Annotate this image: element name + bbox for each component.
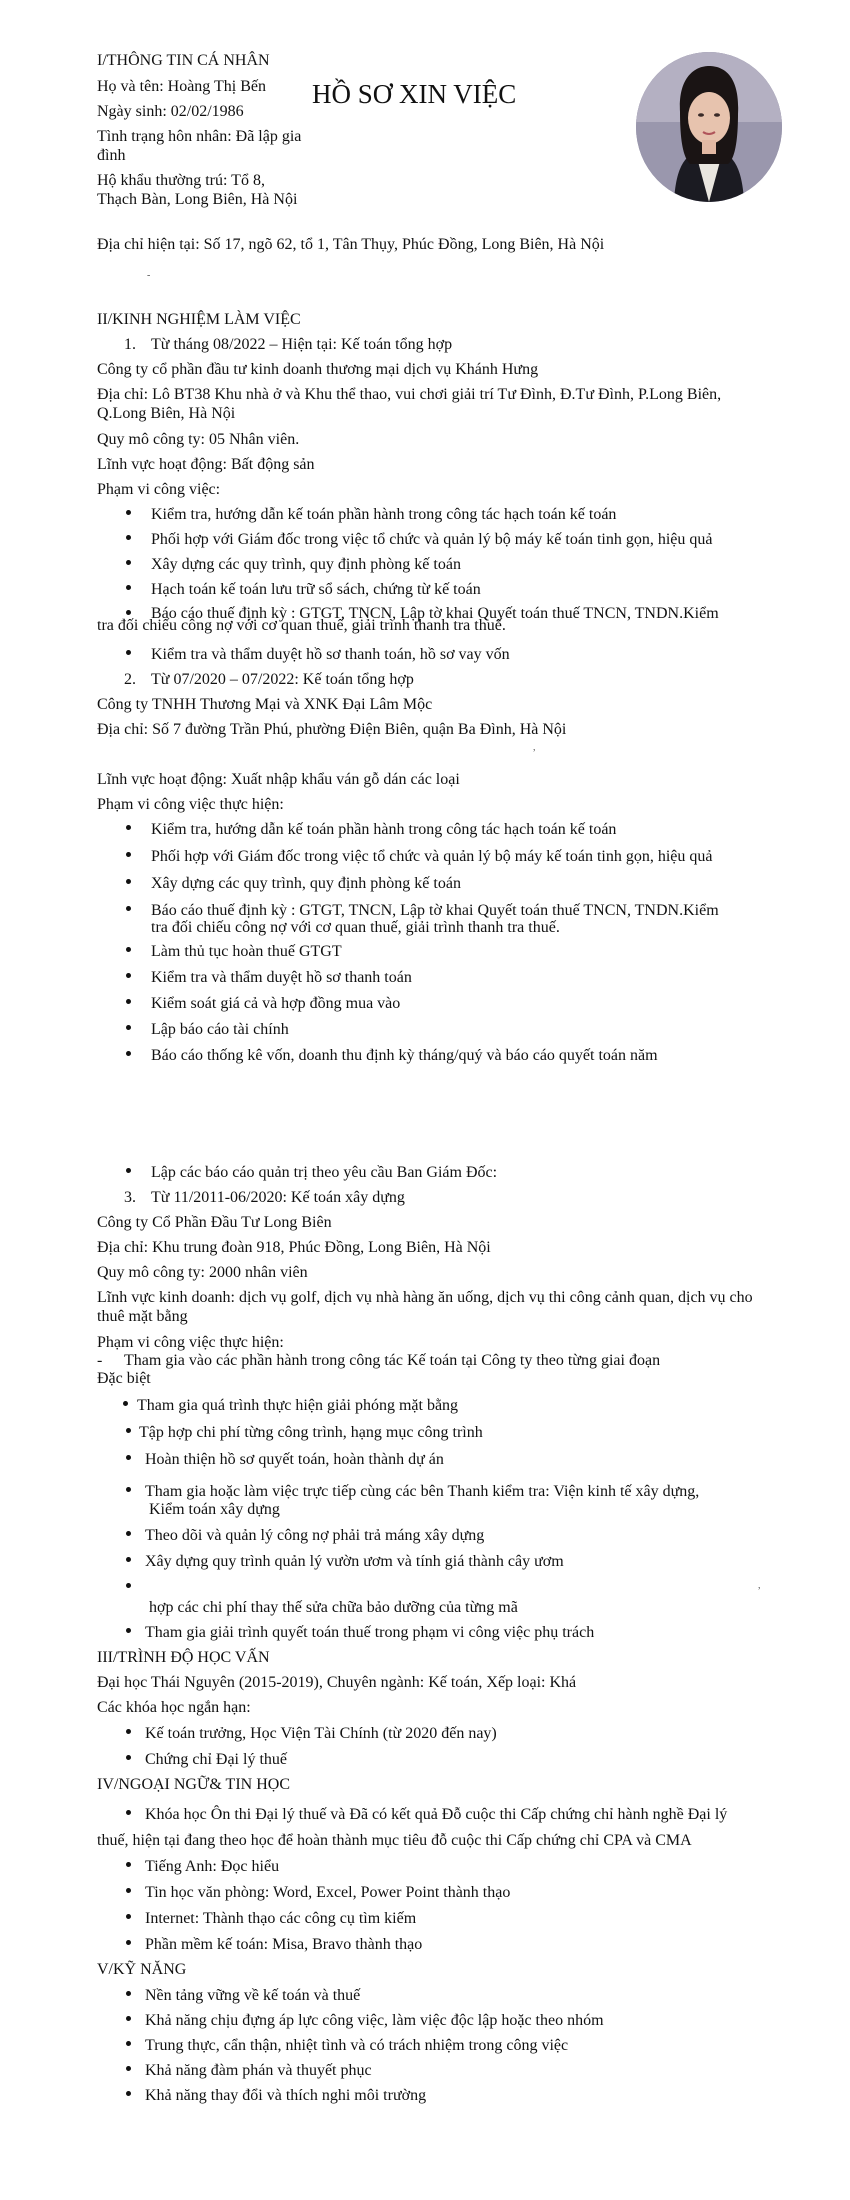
bullet xyxy=(126,535,131,540)
list-item: Tiếng Anh: Đọc hiểu xyxy=(145,1858,280,1875)
list-item: Báo cáo thuế định kỳ : GTGT, TNCN, Lập tờ khai Quyết toán thuế TNCN, TNDN.Kiểm xyxy=(151,605,719,622)
list-item: Phối hợp với Giám đốc trong việc tổ chức và quản lý bộ máy kế toán tinh gọn, hiệu quả xyxy=(151,848,713,865)
languages-course-line2: thuế, hiện tại đang theo học để hoàn thành mục tiêu đỗ cuộc thi Cấp chứng chỉ CPA và CMA xyxy=(97,1832,692,1849)
list-item: Hoàn thiện hồ sơ quyết toán, hoàn thành dự án xyxy=(145,1451,444,1468)
bullet xyxy=(126,1940,131,1945)
list-item: Theo dõi và quản lý công nợ phải trả máng xây dựng xyxy=(145,1527,485,1544)
job3-address: Địa chỉ: Khu trung đoàn 918, Phúc Đồng, Long Biên, Hà Nội xyxy=(97,1239,491,1256)
job3-dash: - xyxy=(97,1352,103,1369)
bullet xyxy=(126,1729,131,1734)
list-item: Khả năng chịu đựng áp lực công việc, làm việc độc lập hoặc theo nhóm xyxy=(145,2012,604,2029)
bullet xyxy=(126,1455,131,1460)
bullet xyxy=(126,2066,131,2071)
personal-dob: Ngày sinh: 02/02/1986 xyxy=(97,103,244,120)
job3-special: Đặc biệt xyxy=(97,1370,151,1387)
list-item: Kế toán trưởng, Học Viện Tài Chính (từ 2020 đến nay) xyxy=(145,1725,497,1742)
bullet xyxy=(126,1914,131,1919)
stray-mark: , xyxy=(533,742,536,753)
bullet xyxy=(126,2016,131,2021)
list-item: Nền tảng vững về kế toán và thuế xyxy=(145,1987,361,2004)
list-item: Phần mềm kế toán: Misa, Bravo thành thạo xyxy=(145,1936,423,1953)
bullet xyxy=(126,1557,131,1562)
job3-number: 3. xyxy=(124,1189,136,1206)
bullet xyxy=(126,1628,131,1633)
list-item: Khả năng đàm phán và thuyết phục xyxy=(145,2062,372,2079)
list-item: Trung thực, cẩn thận, nhiệt tình và có trách nhiệm trong công việc xyxy=(145,2037,569,2054)
job1-field: Lĩnh vực hoạt động: Bất động sản xyxy=(97,456,315,473)
bullet xyxy=(126,947,131,952)
job3-scope: Phạm vi công việc thực hiện: xyxy=(97,1334,284,1351)
job1-size: Quy mô công ty: 05 Nhân viên. xyxy=(97,431,300,448)
list-item: Xây dựng các quy trình, quy định phòng kế toán xyxy=(151,556,461,573)
list-item-continuation: Kiểm toán xây dựng xyxy=(149,1501,280,1518)
section-heading-experience: II/KINH NGHIỆM LÀM VIỆC xyxy=(97,311,301,328)
list-item: Lập báo cáo tài chính xyxy=(151,1021,289,1038)
list-item: Báo cáo thống kê vốn, doanh thu định kỳ tháng/quý và báo cáo quyết toán năm xyxy=(151,1047,658,1064)
list-item: Tham gia quá trình thực hiện giải phóng mặt bằng xyxy=(137,1397,459,1414)
section-heading-languages: IV/NGOẠI NGỮ& TIN HỌC xyxy=(97,1776,290,1793)
bullet xyxy=(126,906,131,911)
bullet xyxy=(126,1862,131,1867)
list-item: Xây dựng quy trình quản lý vườn ươm và tính giá thành cây ươm xyxy=(145,1553,564,1570)
languages-course-line1: Khóa học Ôn thi Đại lý thuế và Đã có kết quả Đỗ cuộc thi Cấp chứng chỉ hành nghề Đại lý xyxy=(145,1806,728,1823)
bullet xyxy=(126,610,131,615)
list-item: Khả năng thay đổi và thích nghi môi trường xyxy=(145,2087,427,2104)
bullet xyxy=(126,2041,131,2046)
stray-mark: - xyxy=(147,270,151,281)
page-title: HỒ SƠ XIN VIỆC xyxy=(312,79,517,109)
personal-name: Họ và tên: Hoàng Thị Bến xyxy=(97,78,267,95)
job1-scope: Phạm vi công việc: xyxy=(97,481,221,498)
bullet xyxy=(126,560,131,565)
section-heading-personal: I/THÔNG TIN CÁ NHÂN xyxy=(97,52,270,69)
list-item-continuation: tra đối chiếu công nợ với cơ quan thuế, giải trình thanh tra thuế. xyxy=(151,919,560,936)
job2-company: Công ty TNHH Thương Mại và XNK Đại Lâm Mộc xyxy=(97,696,433,713)
list-item: Kiểm tra, hướng dẫn kế toán phần hành trong công tác hạch toán kế toán xyxy=(151,506,617,523)
list-item: Báo cáo thuế định kỳ : GTGT, TNCN, Lập tờ khai Quyết toán thuế TNCN, TNDN.Kiểm xyxy=(151,902,719,919)
bullet xyxy=(126,1487,131,1492)
bullet xyxy=(126,1583,131,1588)
list-item: Hạch toán kế toán lưu trữ sổ sách, chứng từ kế toán xyxy=(151,581,481,598)
job2-period: Từ 07/2020 – 07/2022: Kế toán tổng hợp xyxy=(151,671,414,688)
list-item: Lập các báo cáo quản trị theo yêu cầu Ban Giám Đốc: xyxy=(151,1164,498,1181)
list-item-continuation: hợp các chi phí thay thế sửa chữa bảo dưỡng của từng mã xyxy=(149,1599,518,1616)
job2-number: 2. xyxy=(124,671,136,688)
bullet xyxy=(126,2091,131,2096)
list-item: Tham gia giải trình quyết toán thuế trong phạm vi công việc phụ trách xyxy=(145,1624,595,1641)
list-item: Kiểm soát giá cả và hợp đồng mua vào xyxy=(151,995,401,1012)
personal-address: Địa chỉ hiện tại: Số 17, ngõ 62, tổ 1, Tân Thụy, Phúc Đồng, Long Biên, Hà Nội xyxy=(97,236,605,253)
bullet xyxy=(126,585,131,590)
job3-size: Quy mô công ty: 2000 nhân viên xyxy=(97,1264,308,1281)
list-item: Tập hợp chi phí từng công trình, hạng mục công trình xyxy=(139,1424,483,1441)
list-item: Kiểm tra, hướng dẫn kế toán phần hành trong công tác hạch toán kế toán xyxy=(151,821,617,838)
job2-field: Lĩnh vực hoạt động: Xuất nhập khẩu ván gỗ dán các loại xyxy=(97,771,460,788)
section-heading-skills: V/KỸ NĂNG xyxy=(97,1961,187,1978)
bullet xyxy=(126,1888,131,1893)
list-item: Kiểm tra và thẩm duyệt hồ sơ thanh toán, hồ sơ vay vốn xyxy=(151,646,510,663)
profile-photo xyxy=(636,52,782,202)
job3-field: Lĩnh vực kinh doanh: dịch vụ golf, dịch vụ nhà hàng ăn uống, dịch vụ thi công cảnh quan, dịch vụ cho thuê mặt bằng xyxy=(97,1289,753,1325)
bullet xyxy=(123,1401,128,1406)
list-item: Tin học văn phòng: Word, Excel, Power Point thành thạo xyxy=(145,1884,511,1901)
bullet xyxy=(126,879,131,884)
bullet xyxy=(126,1755,131,1760)
bullet xyxy=(126,1991,131,1996)
list-item: Tham gia hoặc làm việc trực tiếp cùng các bên Thanh kiểm tra: Viện kinh tế xây dựng, xyxy=(145,1483,700,1500)
education-short-courses: Các khóa học ngắn hạn: xyxy=(97,1699,251,1716)
job1-number: 1. xyxy=(124,336,136,353)
bullet xyxy=(126,1051,131,1056)
job1-address: Địa chỉ: Lô BT38 Khu nhà ở và Khu thể thao, vui chơi giải trí Tư Đình, Đ.Tư Đình, P.Long Biên, Q.Long Biên, Hà Nội xyxy=(97,386,722,422)
bullet xyxy=(126,510,131,515)
personal-hometown: Hộ khẩu thường trú: Tổ 8, Thạch Bàn, Long Biên, Hà Nội xyxy=(97,172,298,208)
job3-company: Công ty Cổ Phần Đầu Tư Long Biên xyxy=(97,1214,332,1231)
list-item: Kiểm tra và thẩm duyệt hồ sơ thanh toán xyxy=(151,969,412,986)
bullet xyxy=(126,825,131,830)
job2-address: Địa chỉ: Số 7 đường Trần Phú, phường Điện Biên, quận Ba Đình, Hà Nội xyxy=(97,721,567,738)
bullet xyxy=(126,1810,131,1815)
bullet xyxy=(126,999,131,1004)
job1-period: Từ tháng 08/2022 – Hiện tại: Kế toán tổng hợp xyxy=(151,336,453,353)
personal-marital: Tình trạng hôn nhân: Đã lập gia đình xyxy=(97,128,302,164)
bullet xyxy=(126,973,131,978)
job1-company: Công ty cổ phần đầu tư kinh doanh thương mại dịch vụ Khánh Hưng xyxy=(97,361,539,378)
list-item-continuation: tra đối chiếu công nợ với cơ quan thuế, giải trình thanh tra thuế. xyxy=(97,617,506,634)
bullet xyxy=(126,650,131,655)
bullet xyxy=(126,1531,131,1536)
stray-mark: , xyxy=(758,1580,761,1591)
bullet xyxy=(126,1428,131,1433)
job2-scope: Phạm vi công việc thực hiện: xyxy=(97,796,284,813)
list-item: Internet: Thành thạo các công cụ tìm kiếm xyxy=(145,1910,417,1927)
education-degree: Đại học Thái Nguyên (2015-2019), Chuyên ngành: Kế toán, Xếp loại: Khá xyxy=(97,1674,577,1691)
section-heading-education: III/TRÌNH ĐỘ HỌC VẤN xyxy=(97,1649,270,1666)
bullet xyxy=(126,1168,131,1173)
bullet xyxy=(126,1025,131,1030)
list-item: Xây dựng các quy trình, quy định phòng kế toán xyxy=(151,875,461,892)
job3-dash-text: Tham gia vào các phần hành trong công tác Kế toán tại Công ty theo từng giai đoạn xyxy=(124,1352,661,1369)
job3-period: Từ 11/2011-06/2020: Kế toán xây dựng xyxy=(151,1189,405,1206)
list-item: Làm thủ tục hoàn thuế GTGT xyxy=(151,943,342,960)
list-item: Phối hợp với Giám đốc trong việc tổ chức và quản lý bộ máy kế toán tinh gọn, hiệu quả xyxy=(151,531,713,548)
list-item: Chứng chỉ Đại lý thuế xyxy=(145,1751,287,1768)
bullet xyxy=(126,852,131,857)
